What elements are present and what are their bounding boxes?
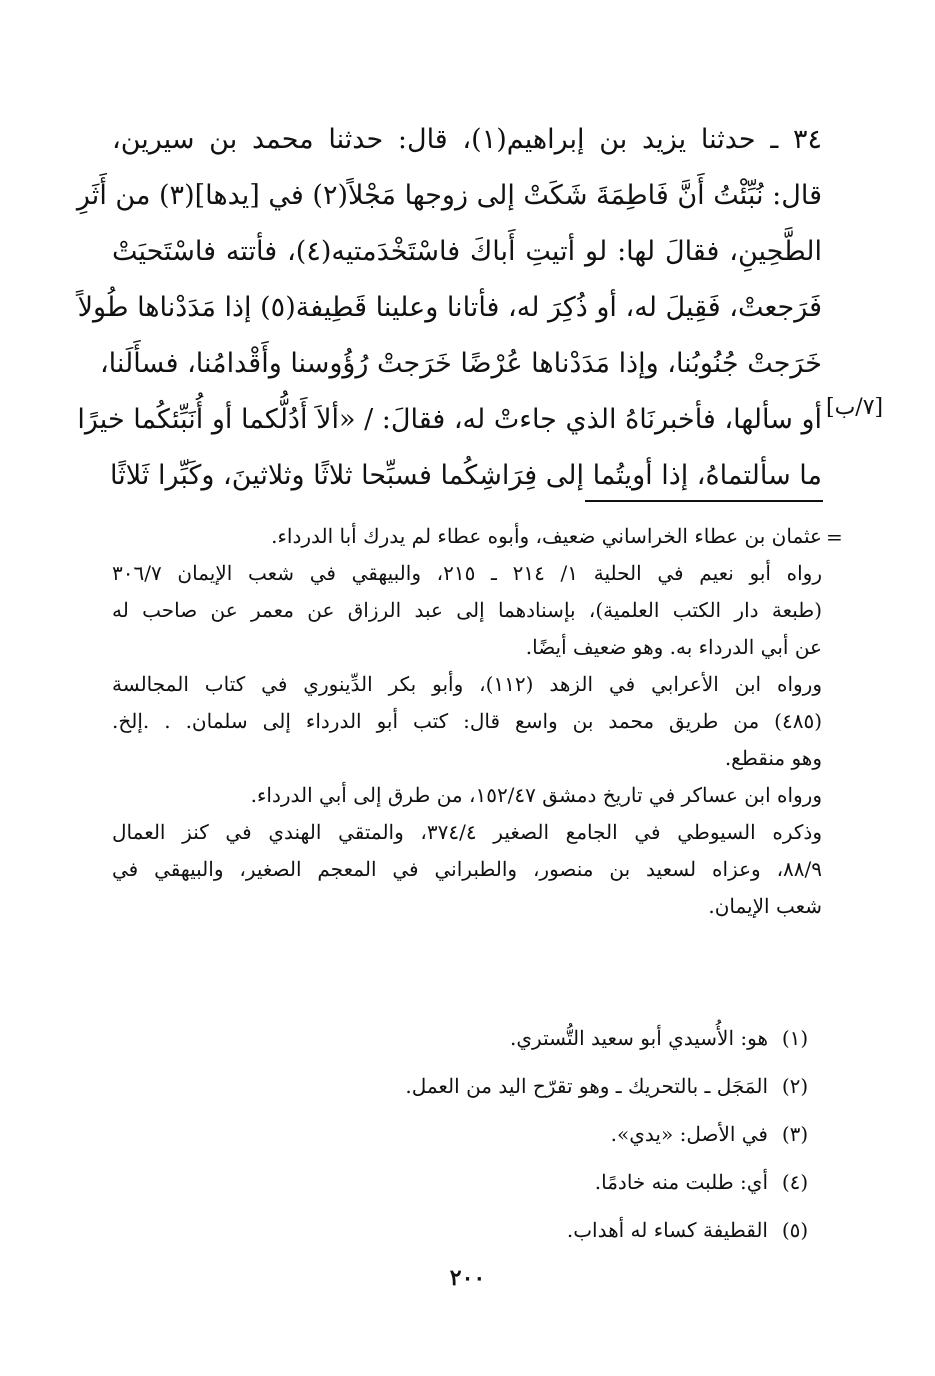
footnote-item-2 — [112, 1062, 822, 1110]
footnote-line-1: عثمان بن عطاء الخراساني ضعيف، وأبوه عطاء لم يدرك أبا الدرداء. — [271, 524, 822, 548]
manuscript-folio-marker: [٧/ب] — [826, 395, 884, 420]
footnote-item-1 — [112, 1014, 822, 1062]
footnote-text: المَجَل ـ بالتحريك ـ وهو تقرّح اليد من العمل. — [405, 1074, 768, 1098]
main-line-7: ما سألتماهُ، إذا أويتُما إلى فِرَاشِكُما فسبِّحا ثلاثًا وثلاثينَ، وكَبِّرا ثَلاثًا — [110, 460, 822, 491]
footnote-item-3 — [112, 1110, 822, 1158]
main-line-6: أو سألها، فأخبرنَاهُ الذي جاءتْ له، فقالَ: / «ألاَ أَدُلُّكما أو أُنَبِّئكُما خيرًا — [77, 404, 822, 435]
footnote-item-4 — [112, 1158, 822, 1206]
footnote-item-5 — [112, 1206, 822, 1254]
footnote-separator — [585, 500, 823, 502]
footnote-text: القطيفة كساء له أهداب. — [566, 1218, 768, 1242]
footnote-line-11: شعب الإيمان. — [708, 894, 822, 918]
footnote-text: هو: الأُسيدي أبو سعيد التُّستري. — [510, 1026, 768, 1050]
main-line-2: قال: نُبِّئْتُ أَنَّ فَاطِمَةَ شَكَتْ إلى زوجها مَجْلاً(٢) في [يدها](٣) من أَثَرِ — [76, 180, 822, 211]
footnote-line-9: وذكره السيوطي في الجامع الصغير ٣٧٤/٤، والمتقي الهندي في كنز العمال — [112, 820, 822, 844]
main-line-5: خَرَجتْ جُنُوبُنا، وإذا مَدَدْناها عُرْضًا خَرَجتْ رُؤُوسنا وأَقْدامُنا، فسأَلَنا، — [99, 348, 822, 379]
footnote-text: في الأصل: «يدي». — [610, 1122, 768, 1146]
page-number: ٢٠٠ — [449, 1265, 486, 1291]
main-line-1: ٣٤ ـ حدثنا يزيد بن إبراهيم(١)، قال: حدثنا محمد بن سيرين، — [112, 124, 822, 155]
footnote-number: (٢) — [781, 1074, 809, 1098]
footnote-text: أي: طلبت منه خادمًا. — [594, 1170, 768, 1194]
footnote-line-3: (طبعة دار الكتب العلمية)، بإسنادهما إلى عبد الرزاق عن معمر عن صاحب له — [112, 598, 822, 622]
footnote-continuation — [112, 518, 822, 925]
main-line-4: فَرَجعتْ، فَقِيلَ له، أو ذُكِرَ له، فأتانا وعلينا قَطِيفة(٥) إذا مَدَدْناها طُولاً — [77, 292, 822, 323]
footnote-number: (٤) — [781, 1170, 809, 1194]
numbered-footnotes — [112, 1014, 822, 1254]
footnote-line-5: ورواه ابن الأعرابي في الزهد (١١٢)، وأبو بكر الدِّينوري في كتاب المجالسة — [112, 672, 822, 696]
footnote-line-4: عن أبي الدرداء به. وهو ضعيف أيضًا. — [525, 635, 822, 659]
footnote-number: (٣) — [781, 1122, 809, 1146]
footnote-line-2: رواه أبو نعيم في الحلية ١/ ٢١٤ ـ ٢١٥، والبيهقي في شعب الإيمان ٣٠٦/٧ — [112, 561, 822, 585]
main-line-3: الطَّحِينِ، فقالَ لها: لو أتيتِ أَباكَ فاسْتَخْدَمتيه(٤)، فأتته فاسْتَحيَتْ — [112, 236, 822, 267]
footnote-continuation-mark: = — [826, 525, 843, 549]
footnote-line-6: (٤٨٥) من طريق محمد بن واسع قال: كتب أبو الدرداء إلى سلمان. . .إلخ. — [112, 709, 822, 733]
footnote-number: (٥) — [781, 1218, 809, 1242]
footnote-number: (١) — [781, 1026, 809, 1050]
footnote-line-10: ٨٨/٩، وعزاه لسعيد بن منصور، والطبراني في المعجم الصغير، والبيهقي في — [112, 857, 822, 881]
main-text — [76, 112, 822, 504]
footnote-line-8: ورواه ابن عساكر في تاريخ دمشق ١٥٢/٤٧، من طرق إلى أبي الدرداء. — [250, 783, 822, 807]
footnote-line-7: وهو منقطع. — [724, 746, 822, 770]
